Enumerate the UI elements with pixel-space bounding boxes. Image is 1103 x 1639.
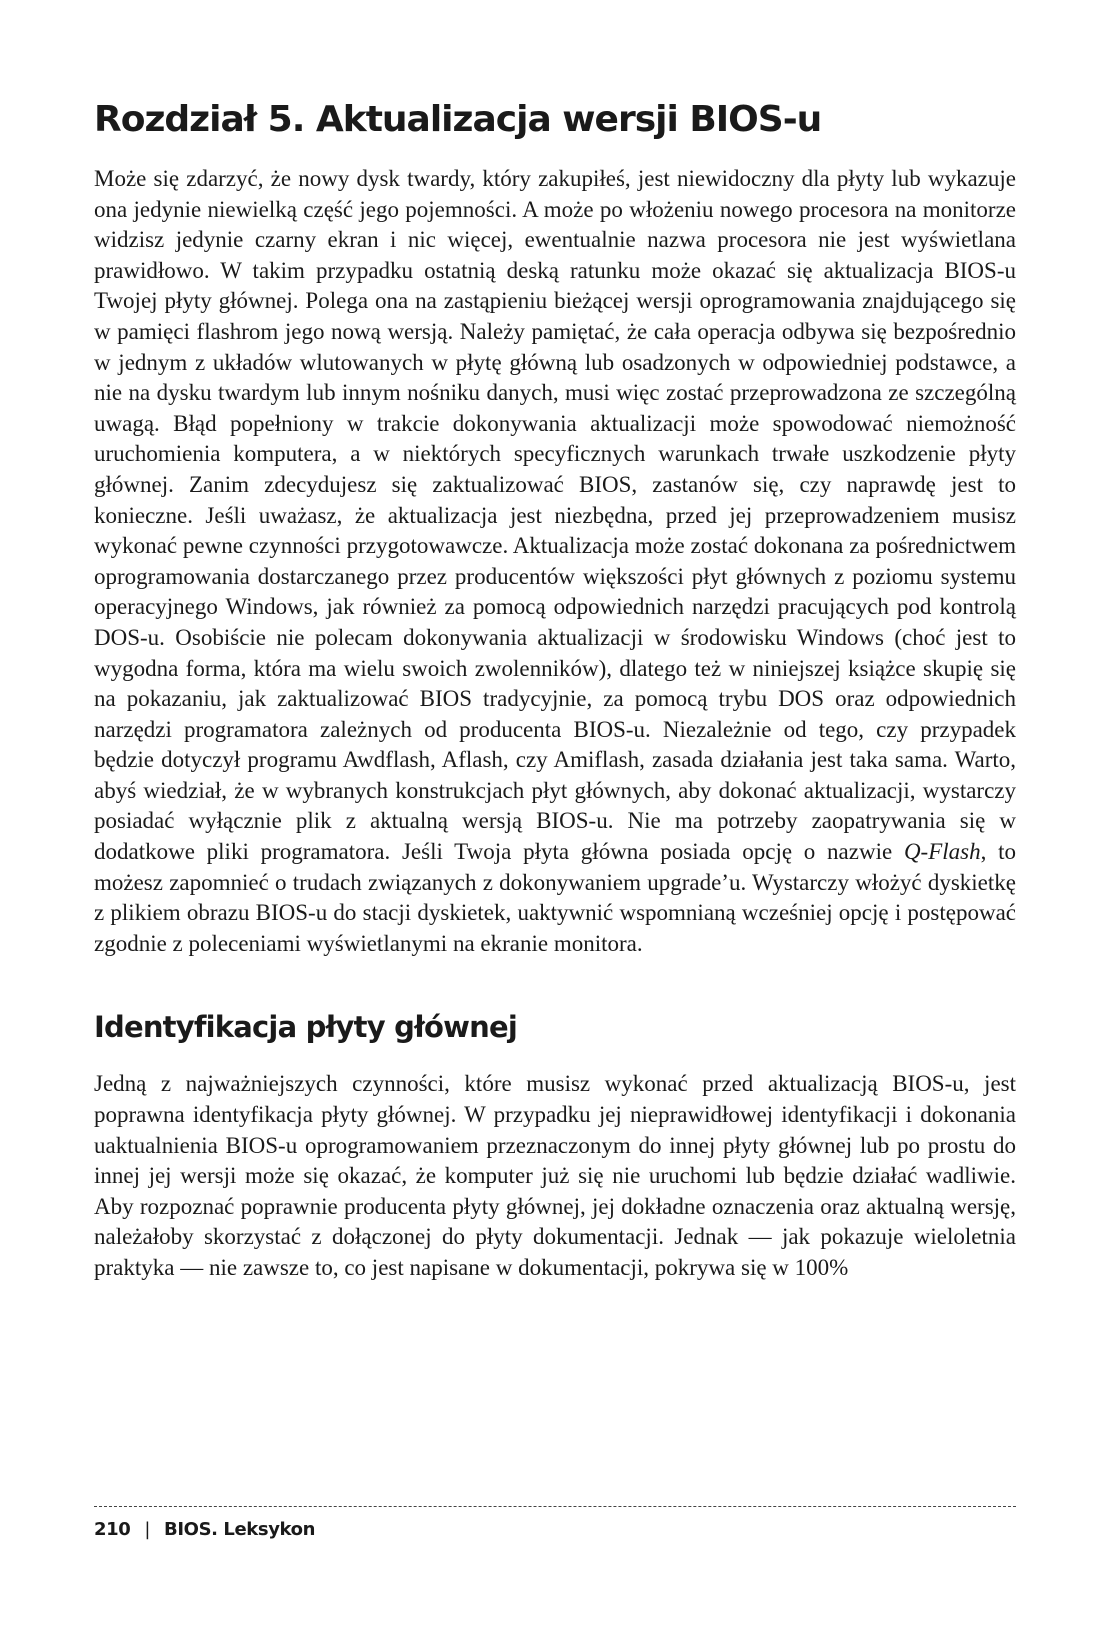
chapter-title: Rozdział 5. Aktualizacja wersji BIOS-u <box>94 99 822 140</box>
section-title: Identyfikacja płyty głównej <box>94 1010 518 1045</box>
footer-divider <box>94 1506 1016 1507</box>
page-content <box>94 98 1016 1284</box>
page-footer <box>94 1506 1016 1540</box>
q-flash-term: Q-Flash <box>903 839 981 865</box>
book-title: BIOS. Leksykon <box>164 1519 315 1540</box>
footer-text <box>94 1519 1016 1540</box>
paragraph-text-part-1: Może się zdarzyć, że nowy dysk twardy, który zakupiłeś, jest niewidoczny dla płyty lub wykazuje ona jedynie niewielką część jego pojemności. A może po włożeniu nowego procesora na monitorze widzisz jedynie czarny ekran i nic więcej, ewentualnie nazwa procesora nie jest wyświetlana prawidłowo. W takim przypadku ostatnią deską ratunku może okazać się aktualizacja BIOS-u Twojej płyty głównej. Polega ona na zastąpieniu bieżącej wersji oprogramowania znajdującego się w pamięci flashrom jego nową wersją. Należy pamiętać, że cała operacja odbywa się bezpośrednio w jednym z układów wlutowanych w płytę główną lub osadzonych w odpowiedniej podstawce, a nie na dysku twardym lub innym nośniku danych, musi więc zostać przeprowadzona ze szczególną uwagą. Błąd popełniony w trakcie dokonywania aktualizacji może spowodować niemożność uruchomienia komputera, a w niektórych specyficznych warunkach trwałe uszkodzenie płyty głównej. Zanim zdecydujesz się zaktualizować BIOS, zastanów się, czy naprawdę jest to konieczne. Jeśli uważasz, że aktualizacja jest niezbędna, przed jej przeprowadzeniem musisz wykonać pewne czynności przygotowawcze. Aktualizacja może zostać dokonana za pośrednictwem oprogramowania dostarczanego przez producentów większości płyt głównych z poziomu systemu operacyjnego Windows, jak również za pomocą odpowiednich narzędzi pracujących pod kontrolą DOS-u. Osobiście nie polecam dokonywania aktualizacji w środowisku Windows (choć jest to wygodna forma, która ma wielu swoich zwolenników), dlatego też w niniejszej książce skupię się na pokazaniu, jak zaktualizować BIOS tradycyjnie, za pomocą trybu DOS oraz odpowiednich narzędzi programatora zależnych od producenta BIOS-u. Niezależnie od tego, czy przypadek będzie dotyczył programu Awdflash, Aflash, czy Amiflash, zasada działania jest taka sama. Warto, abyś wiedział, że w wybranych konstrukcjach płyt głównych, aby dokonać aktualizacji, wystarczy posiadać wyłącznie plik z aktualną wersją BIOS-u. Nie ma potrzeby zaopatrywania się w dodatkowe pliki programatora. Jeśli Twoja płyta główna posiada opcję o nazwie <box>94 166 1016 865</box>
paragraph-text-part-2: , to możesz zapomnieć o trudach związanych z dokonywaniem upgrade’u. Wystarczy włożyć dyskietkę z plikiem obrazu BIOS-u do stacji dyskietek, uaktywnić wspomnianą wcześniej opcję i postępować zgodnie z poleceniami wyświetlanymi na ekranie monitora. <box>94 839 1016 956</box>
chapter-paragraph <box>94 164 1016 959</box>
footer-separator: | <box>144 1519 151 1540</box>
page-number: 210 <box>94 1519 131 1540</box>
section-paragraph: Jedną z najważniejszych czynności, które musisz wykonać przed aktualizacją BIOS-u, jest poprawna identyfikacja płyty głównej. W przypadku jej nieprawidłowej identyfikacji i dokonania uaktualnienia BIOS-u oprogramowaniem przeznaczonym do innej płyty głównej lub po prostu do innej jej wersji może się okazać, że komputer już się nie uruchomi lub będzie działać wadliwie. Aby rozpoznać poprawnie producenta płyty głównej, jej dokładne oznaczenia oraz aktualną wersję, należałoby skorzystać z dołączonej do płyty dokumentacji. Jednak — jak pokazuje wieloletnia praktyka — nie zawsze to, co jest napisane w dokumentacji, pokrywa się w 100% <box>94 1071 1016 1280</box>
